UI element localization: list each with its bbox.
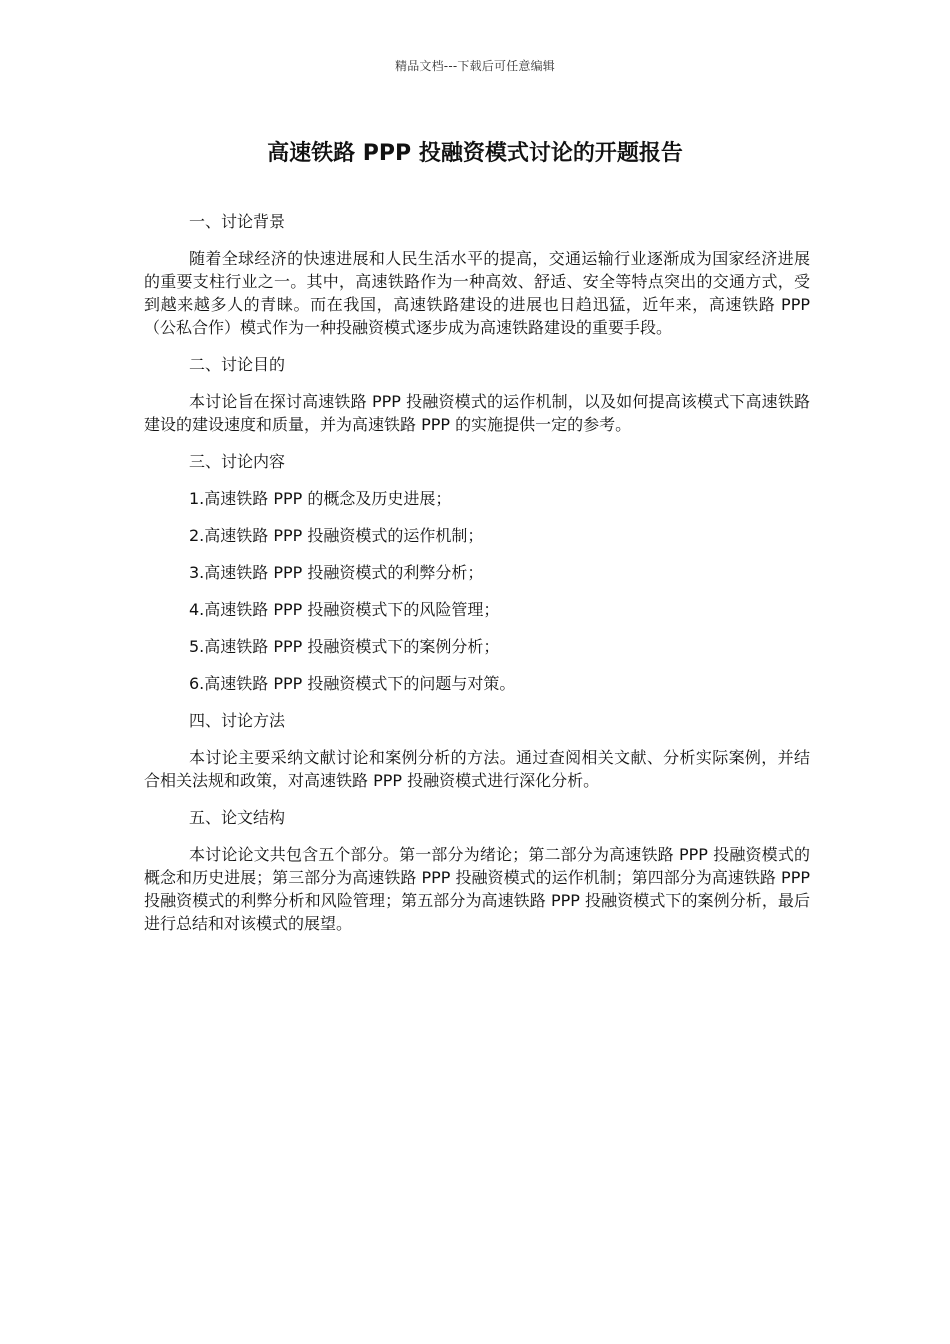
section-heading: 五、论文结构 xyxy=(189,808,286,827)
list-item: 1.高速铁路 PPP 的概念及历史进展； xyxy=(189,489,452,508)
section-heading: 四、讨论方法 xyxy=(189,711,286,730)
list-item: 3.高速铁路 PPP 投融资模式的利弊分析； xyxy=(189,563,484,582)
section-purpose xyxy=(144,353,810,436)
section-paragraph: 随着全球经济的快速进展和人民生活水平的提高，交通运输行业逐渐成为国家经济进展的重要支柱行业之一。其中，高速铁路作为一种高效、舒适、安全等特点突出的交通方式，受到越来越多人的青睐。而在我国，高速铁路建设的进展也日趋迅猛，近年来，高速铁路 PPP（公私合作）模式作为一种投融资模式逐步成为高速铁路建设的重要手段。 xyxy=(144,249,810,337)
document-body xyxy=(144,210,810,949)
list-item: 2.高速铁路 PPP 投融资模式的运作机制； xyxy=(189,526,484,545)
section-paragraph: 本讨论旨在探讨高速铁路 PPP 投融资模式的运作机制，以及如何提高该模式下高速铁路建设的建设速度和质量，并为高速铁路 PPP 的实施提供一定的参考。 xyxy=(144,392,810,434)
header-note: 精品文档---下载后可任意编辑 xyxy=(395,59,555,73)
list-item: 6.高速铁路 PPP 投融资模式下的问题与对策。 xyxy=(189,674,516,693)
section-method xyxy=(144,709,810,792)
section-heading: 二、讨论目的 xyxy=(189,355,286,374)
section-content xyxy=(144,450,810,695)
section-heading: 三、讨论内容 xyxy=(189,452,286,471)
document-title: 高速铁路 PPP 投融资模式讨论的开题报告 xyxy=(267,141,683,166)
section-structure xyxy=(144,806,810,935)
section-background xyxy=(144,210,810,339)
section-heading: 一、讨论背景 xyxy=(189,212,286,231)
list-item: 5.高速铁路 PPP 投融资模式下的案例分析； xyxy=(189,637,500,656)
section-paragraph: 本讨论主要采纳文献讨论和案例分析的方法。通过查阅相关文献、分析实际案例，并结合相关法规和政策，对高速铁路 PPP 投融资模式进行深化分析。 xyxy=(144,748,810,790)
list-item: 4.高速铁路 PPP 投融资模式下的风险管理； xyxy=(189,600,500,619)
section-paragraph: 本讨论论文共包含五个部分。第一部分为绪论；第二部分为高速铁路 PPP 投融资模式的概念和历史进展；第三部分为高速铁路 PPP 投融资模式的运作机制；第四部分为高速铁路 PPP 投融资模式的利弊分析和风险管理；第五部分为高速铁路 PPP 投融资模式下的案例分析，最后进行总结和对该模式的展望。 xyxy=(144,845,810,933)
